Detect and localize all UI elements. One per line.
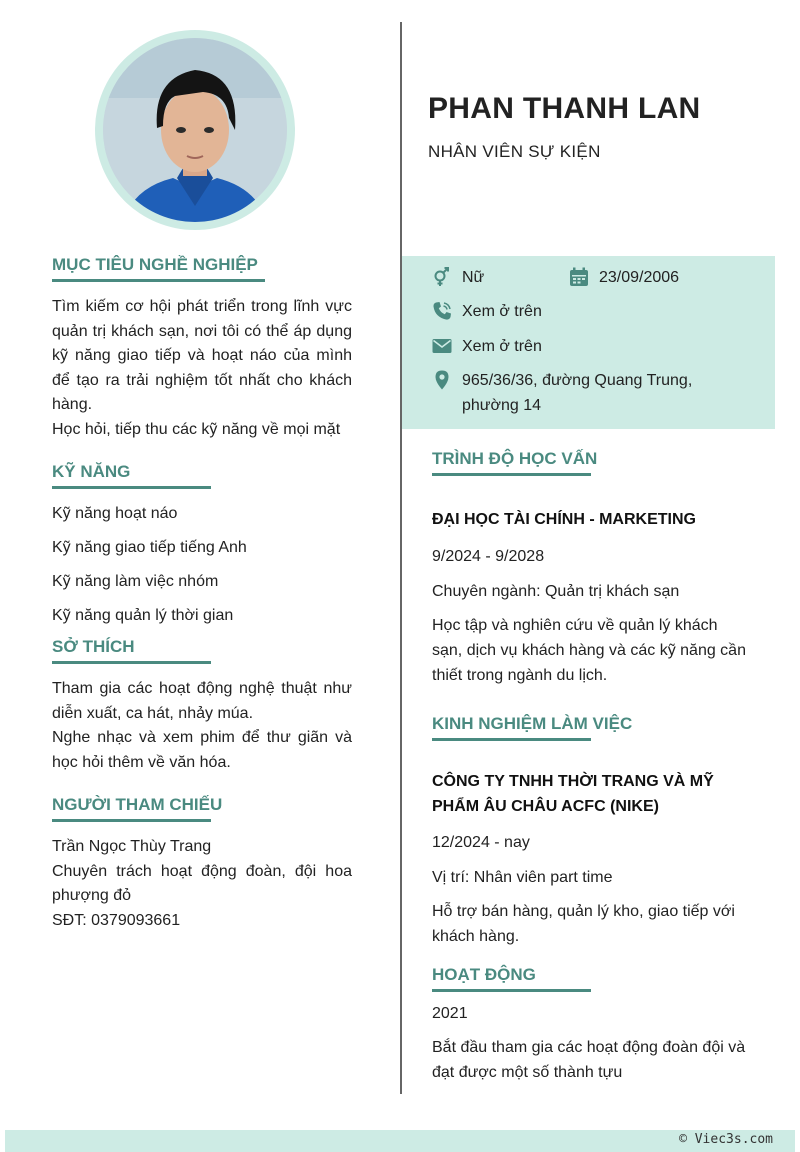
skill-item: Kỹ năng làm việc nhóm bbox=[52, 573, 219, 590]
location-pin-icon bbox=[432, 370, 452, 390]
address-line-2: phường 14 bbox=[462, 396, 542, 414]
activities-description: Bắt đầu tham gia các hoạt động đoàn đội và đạt được một số thành tựu bbox=[432, 1039, 746, 1081]
right-column bbox=[432, 449, 752, 1085]
candidate-role: NHÂN VIÊN SỰ KIỆN bbox=[428, 142, 601, 161]
skill-item: Kỹ năng quản lý thời gian bbox=[52, 607, 234, 624]
experience-section bbox=[432, 714, 752, 949]
calendar-icon bbox=[569, 267, 589, 287]
hobbies-title: SỞ THÍCH bbox=[52, 637, 211, 664]
education-section bbox=[432, 449, 752, 688]
column-divider bbox=[400, 22, 402, 1094]
footer-credit: © Viec3s.com bbox=[679, 1132, 773, 1147]
references-title: NGƯỜI THAM CHIẾU bbox=[52, 795, 211, 822]
address-value bbox=[462, 369, 692, 418]
education-title: TRÌNH ĐỘ HỌC VẤN bbox=[432, 449, 591, 476]
phone-row bbox=[432, 300, 542, 325]
avatar-photo bbox=[103, 38, 287, 222]
candidate-name: PHAN THANH LAN bbox=[428, 92, 701, 125]
address-line-1: 965/36/36, đường Quang Trung, bbox=[462, 372, 693, 389]
experience-period: 12/2024 - nay bbox=[432, 834, 530, 851]
reference-position: Chuyên trách hoạt động đoàn, đội hoa phượng đỏ bbox=[52, 862, 352, 904]
activities-section bbox=[432, 965, 752, 1085]
skill-item: Kỹ năng giao tiếp tiếng Anh bbox=[52, 539, 247, 556]
left-column bbox=[52, 255, 352, 945]
experience-company: CÔNG TY TNHH THỜI TRANG VÀ MỸ PHẨM ÂU CHÂU ACFC (NIKE) bbox=[432, 773, 714, 815]
reference-phone: SĐT: 0379093661 bbox=[52, 911, 181, 929]
avatar-frame bbox=[95, 30, 295, 230]
experience-title: KINH NGHIỆM LÀM VIỆC bbox=[432, 714, 591, 741]
hobbies-section bbox=[52, 637, 352, 775]
address-row bbox=[432, 369, 692, 418]
birthday-value: 23/09/2006 bbox=[599, 269, 680, 286]
gender-row bbox=[432, 266, 484, 291]
education-period: 9/2024 - 9/2028 bbox=[432, 548, 545, 565]
experience-description: Hỗ trợ bán hàng, quản lý kho, giao tiếp với khách hàng. bbox=[432, 903, 735, 945]
contact-panel bbox=[402, 256, 775, 429]
footer-bar bbox=[5, 1130, 795, 1152]
email-icon bbox=[432, 336, 452, 356]
skills-section bbox=[52, 462, 352, 628]
phone-icon bbox=[432, 301, 452, 321]
education-major: Chuyên ngành: Quản trị khách sạn bbox=[432, 583, 680, 600]
skills-title: KỸ NĂNG bbox=[52, 462, 211, 489]
gender-value: Nữ bbox=[462, 269, 485, 286]
objective-text-2: Học hỏi, tiếp thu các kỹ năng về mọi mặt bbox=[52, 420, 341, 438]
avatar bbox=[103, 38, 287, 222]
birthday-row bbox=[569, 266, 679, 291]
hobbies-text-2: Nghe nhạc và xem phim để thư giãn và học hỏi thêm về văn hóa. bbox=[52, 729, 352, 771]
objective-title: MỤC TIÊU NGHỀ NGHIỆP bbox=[52, 255, 265, 282]
education-school: ĐẠI HỌC TÀI CHÍNH - MARKETING bbox=[432, 511, 696, 528]
activities-year: 2021 bbox=[432, 1005, 468, 1022]
education-description: Học tập và nghiên cứu về quản lý khách sạn, dịch vụ khách hàng và các kỹ năng cần thiết trong ngành du lịch. bbox=[432, 617, 746, 684]
experience-position: Vị trí: Nhân viên part time bbox=[432, 869, 613, 886]
email-value: Xem ở trên bbox=[462, 338, 542, 355]
references-section bbox=[52, 795, 352, 933]
email-row bbox=[432, 335, 542, 360]
objective-text-1: Tìm kiếm cơ hội phát triển trong lĩnh vực quản trị khách sạn, nơi tôi có thể áp dụng kỹ năng giao tiếp và hoạt náo của mình để tạo ra trải nghiệm tốt nhất cho khách hàng. bbox=[52, 298, 352, 413]
objective-section bbox=[52, 255, 352, 442]
skill-item: Kỹ năng hoạt náo bbox=[52, 505, 178, 522]
reference-name: Trần Ngọc Thùy Trang bbox=[52, 838, 212, 855]
phone-value: Xem ở trên bbox=[462, 303, 542, 320]
activities-title: HOẠT ĐỘNG bbox=[432, 965, 591, 992]
gender-icon bbox=[432, 267, 452, 287]
hobbies-text-1: Tham gia các hoạt động nghệ thuật như diễn xuất, ca hát, nhảy múa. bbox=[52, 680, 352, 722]
